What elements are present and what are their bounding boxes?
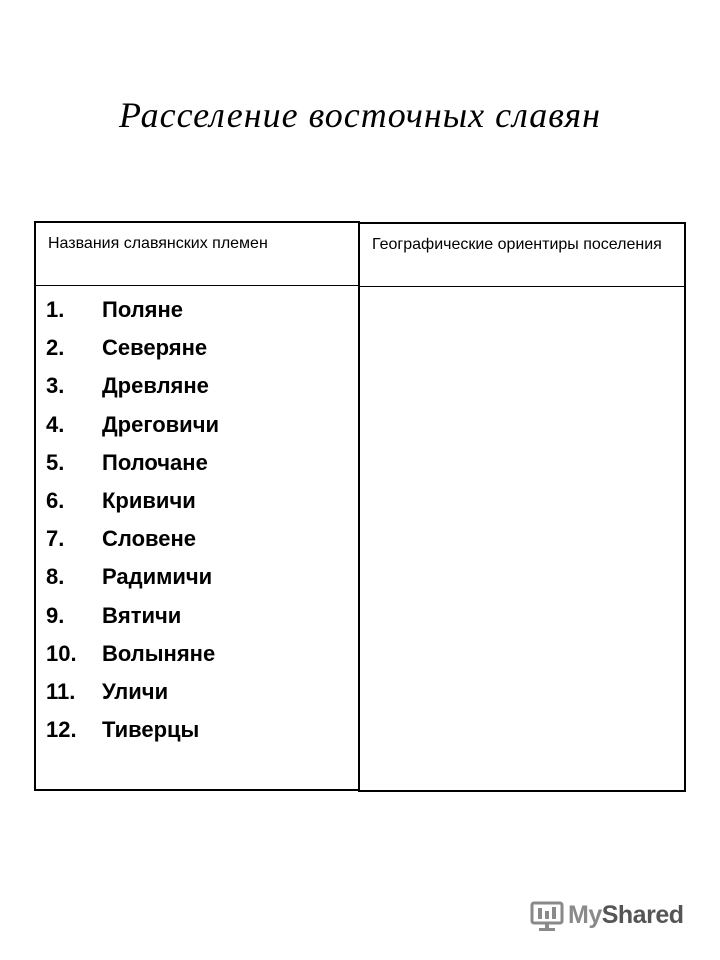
tribe-name: Тиверцы	[102, 717, 200, 743]
presentation-screen-icon	[530, 898, 564, 932]
list-item	[46, 520, 219, 558]
page-title: Расселение восточных славян	[118, 95, 602, 135]
tribe-name: Поляне	[102, 297, 184, 322]
list-item	[46, 482, 219, 520]
list-item-number: 3.	[46, 373, 65, 399]
watermark-logo	[530, 897, 684, 933]
list-item	[46, 597, 219, 635]
tribe-name: Словене	[102, 526, 197, 552]
geography-column	[358, 222, 686, 792]
tribes-column	[34, 221, 360, 791]
tribe-name: Вятичи	[102, 602, 182, 628]
list-item-number: 1.	[46, 297, 65, 322]
list-item-number: 7.	[46, 526, 65, 552]
list-item-number: 6.	[46, 487, 65, 513]
list-item	[46, 444, 219, 482]
list-item	[46, 635, 219, 673]
tribe-name: Уличи	[102, 678, 169, 704]
tribe-name: Северяне	[102, 335, 208, 361]
list-item	[46, 329, 219, 367]
tribe-name: Кривичи	[102, 487, 196, 513]
list-item	[46, 558, 219, 596]
list-item-number: 9.	[46, 602, 65, 628]
list-item-number: 11.	[46, 678, 76, 704]
tribe-name: Радимичи	[102, 564, 213, 590]
list-item-number: 10.	[46, 640, 77, 666]
list-item-number: 4.	[46, 411, 65, 437]
tribe-name: Волыняне	[102, 640, 216, 666]
tribe-name: Полочане	[102, 449, 208, 475]
list-item	[46, 673, 219, 711]
tribes-column-header: Названия славянских племен	[36, 223, 358, 286]
watermark-text: MyShared	[568, 900, 684, 929]
tribe-name: Древляне	[102, 373, 209, 399]
list-item-number: 8.	[46, 564, 65, 590]
list-item	[46, 711, 219, 749]
list-item	[46, 291, 219, 329]
list-item-number: 12.	[46, 717, 77, 743]
tribe-list	[46, 291, 219, 749]
list-item	[46, 367, 219, 405]
list-item	[46, 406, 219, 444]
tribe-name: Дреговичи	[102, 411, 220, 437]
geography-column-header: Географические ориентиры поселения	[360, 224, 684, 287]
list-item-number: 2.	[46, 335, 65, 361]
list-item-number: 5.	[46, 449, 65, 475]
